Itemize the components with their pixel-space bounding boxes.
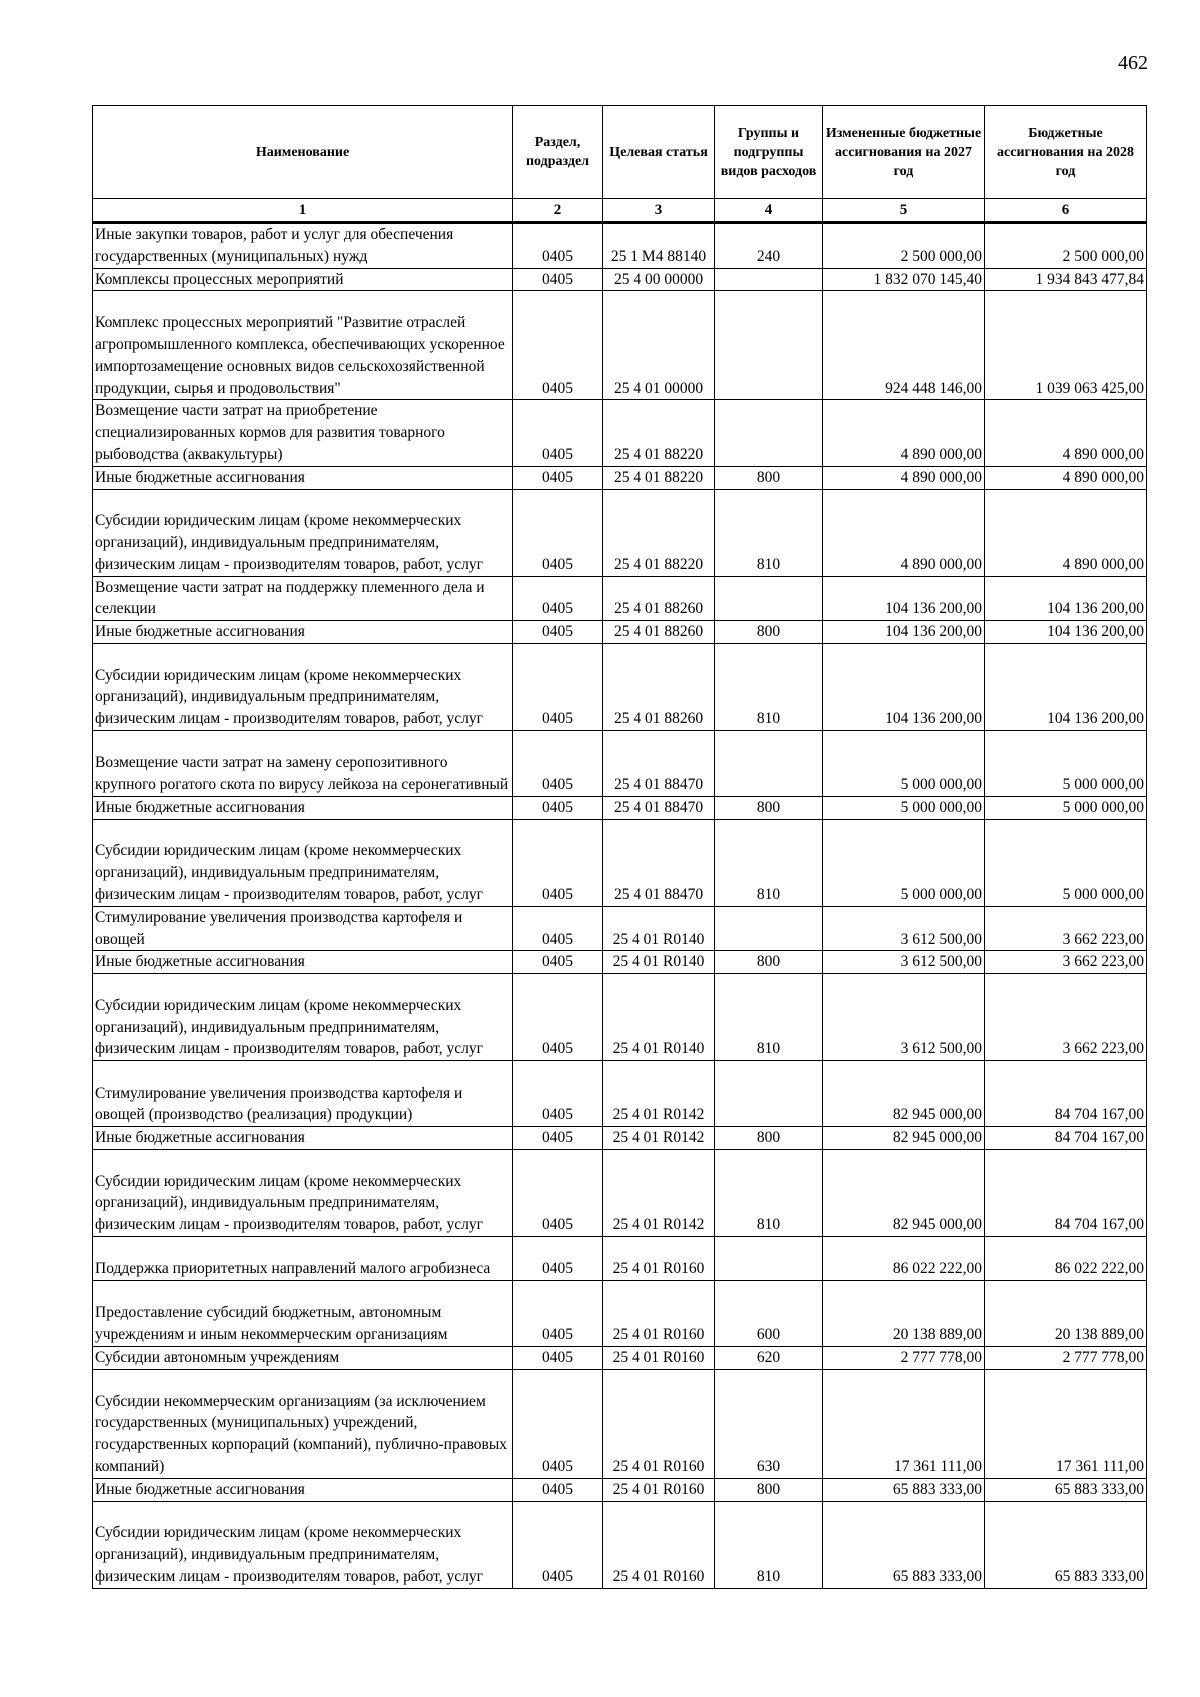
row-amount-2027-cell: 5 000 000,00 [823, 819, 985, 906]
row-section-cell: 0405 [513, 796, 603, 819]
row-amount-2027-cell: 82 945 000,00 [823, 1149, 985, 1236]
row-group-cell: 800 [715, 466, 823, 489]
row-target-cell: 25 4 01 88470 [603, 796, 715, 819]
row-group-cell [715, 1061, 823, 1127]
row-target-cell: 25 4 01 R0140 [603, 974, 715, 1061]
row-amount-2027-cell: 3 612 500,00 [823, 906, 985, 951]
row-name-cell: Иные бюджетные ассигнования [93, 1478, 513, 1501]
row-target-cell: 25 4 01 R0142 [603, 1149, 715, 1236]
column-header-target: Целевая статья [603, 106, 715, 199]
row-name-cell: Иные бюджетные ассигнования [93, 621, 513, 644]
row-name-cell: Субсидии юридическим лицам (кроме некоммерческих организаций), индивидуальным предпринимателям, физическим лицам - производителям товаров, работ, услуг [93, 1149, 513, 1236]
row-section-cell: 0405 [513, 621, 603, 644]
row-amount-2027-cell: 4 890 000,00 [823, 466, 985, 489]
row-amount-2028-cell: 4 890 000,00 [985, 400, 1147, 466]
row-name-cell: Иные бюджетные ассигнования [93, 951, 513, 974]
row-amount-2028-cell: 5 000 000,00 [985, 730, 1147, 796]
table-row [93, 1127, 1147, 1150]
row-amount-2027-cell: 65 883 333,00 [823, 1501, 985, 1588]
column-header-amount-2027: Измененные бюджетные ассигнования на 2027 год [823, 106, 985, 199]
row-amount-2027-cell: 82 945 000,00 [823, 1127, 985, 1150]
row-section-cell: 0405 [513, 268, 603, 291]
row-name-cell: Субсидии автономным учреждениям [93, 1346, 513, 1369]
budget-table [92, 105, 1147, 1589]
row-section-cell: 0405 [513, 1061, 603, 1127]
table-row [93, 268, 1147, 291]
row-amount-2028-cell: 65 883 333,00 [985, 1478, 1147, 1501]
row-name-cell: Субсидии некоммерческим организациям (за исключением государственных (муниципальных) учреждений, государственных корпораций (компаний), публично-правовых компаний) [93, 1369, 513, 1478]
row-section-cell: 0405 [513, 489, 603, 576]
row-group-cell: 810 [715, 819, 823, 906]
row-name-cell: Субсидии юридическим лицам (кроме некоммерческих организаций), индивидуальным предпринимателям, физическим лицам - производителям товаров, работ, услуг [93, 489, 513, 576]
row-name-cell: Иные закупки товаров, работ и услуг для обеспечения государственных (муниципальных) нужд [93, 223, 513, 269]
row-amount-2028-cell: 84 704 167,00 [985, 1127, 1147, 1150]
row-group-cell: 800 [715, 796, 823, 819]
row-amount-2027-cell: 104 136 200,00 [823, 621, 985, 644]
row-group-cell: 810 [715, 643, 823, 730]
table-row [93, 974, 1147, 1061]
column-header-amount-2028: Бюджетные ассигнования на 2028 год [985, 106, 1147, 199]
row-amount-2027-cell: 3 612 500,00 [823, 974, 985, 1061]
column-header-group: Группы и подгруппы видов расходов [715, 106, 823, 199]
row-amount-2027-cell: 2 777 778,00 [823, 1346, 985, 1369]
row-target-cell: 25 4 01 88470 [603, 730, 715, 796]
row-name-cell: Комплекс процессных мероприятий "Развитие отраслей агропромышленного комплекса, обеспечивающих ускоренное импортозамещение основных видов сельскохозяйственной продукции, сырья и продовольствия" [93, 291, 513, 400]
row-amount-2028-cell: 3 662 223,00 [985, 906, 1147, 951]
row-amount-2028-cell: 4 890 000,00 [985, 489, 1147, 576]
row-amount-2027-cell: 86 022 222,00 [823, 1236, 985, 1280]
table-row [93, 223, 1147, 269]
row-name-cell: Предоставление субсидий бюджетным, автономным учреждениям и иным некоммерческим организациям [93, 1280, 513, 1346]
row-group-cell: 800 [715, 1127, 823, 1150]
row-group-cell: 630 [715, 1369, 823, 1478]
page-number: 462 [1118, 52, 1148, 74]
row-section-cell: 0405 [513, 819, 603, 906]
row-section-cell: 0405 [513, 1280, 603, 1346]
row-target-cell: 25 4 01 88260 [603, 576, 715, 621]
row-amount-2028-cell: 20 138 889,00 [985, 1280, 1147, 1346]
row-amount-2028-cell: 65 883 333,00 [985, 1501, 1147, 1588]
table-row [93, 1501, 1147, 1588]
table-row [93, 489, 1147, 576]
row-target-cell: 25 4 01 R0160 [603, 1280, 715, 1346]
row-section-cell: 0405 [513, 643, 603, 730]
row-target-cell: 25 4 01 88220 [603, 489, 715, 576]
table-row [93, 951, 1147, 974]
row-name-cell: Стимулирование увеличения производства картофеля и овощей [93, 906, 513, 951]
row-amount-2027-cell: 2 500 000,00 [823, 223, 985, 269]
row-amount-2027-cell: 104 136 200,00 [823, 643, 985, 730]
row-target-cell: 25 1 М4 88140 [603, 223, 715, 269]
row-name-cell: Возмещение части затрат на замену серопозитивного крупного рогатого скота по вирусу лейкоза на серонегативный [93, 730, 513, 796]
row-target-cell: 25 4 01 88220 [603, 466, 715, 489]
table-row [93, 400, 1147, 466]
row-target-cell: 25 4 01 88470 [603, 819, 715, 906]
table-row [93, 730, 1147, 796]
row-target-cell: 25 4 01 R0140 [603, 951, 715, 974]
row-name-cell: Возмещение части затрат на приобретение специализированных кормов для развития товарного рыбоводства (аквакультуры) [93, 400, 513, 466]
row-amount-2027-cell: 65 883 333,00 [823, 1478, 985, 1501]
column-number: 1 [93, 199, 513, 223]
row-section-cell: 0405 [513, 1346, 603, 1369]
row-name-cell: Иные бюджетные ассигнования [93, 796, 513, 819]
row-amount-2027-cell: 104 136 200,00 [823, 576, 985, 621]
row-amount-2028-cell: 5 000 000,00 [985, 819, 1147, 906]
table-row [93, 1149, 1147, 1236]
row-amount-2027-cell: 5 000 000,00 [823, 730, 985, 796]
row-name-cell: Иные бюджетные ассигнования [93, 466, 513, 489]
row-section-cell: 0405 [513, 906, 603, 951]
row-amount-2028-cell: 104 136 200,00 [985, 576, 1147, 621]
row-name-cell: Субсидии юридическим лицам (кроме некоммерческих организаций), индивидуальным предпринимателям, физическим лицам - производителям товаров, работ, услуг [93, 1501, 513, 1588]
row-section-cell: 0405 [513, 974, 603, 1061]
table-row [93, 1346, 1147, 1369]
row-amount-2028-cell: 3 662 223,00 [985, 974, 1147, 1061]
row-target-cell: 25 4 01 R0160 [603, 1501, 715, 1588]
row-group-cell [715, 730, 823, 796]
header-row [93, 106, 1147, 199]
row-amount-2028-cell: 1 934 843 477,84 [985, 268, 1147, 291]
row-section-cell: 0405 [513, 1369, 603, 1478]
row-section-cell: 0405 [513, 223, 603, 269]
column-number-row [93, 199, 1147, 223]
row-amount-2027-cell: 1 832 070 145,40 [823, 268, 985, 291]
row-name-cell: Иные бюджетные ассигнования [93, 1127, 513, 1150]
column-header-name: Наименование [93, 106, 513, 199]
table-row [93, 1478, 1147, 1501]
row-amount-2028-cell: 86 022 222,00 [985, 1236, 1147, 1280]
table-row [93, 1280, 1147, 1346]
row-group-cell: 810 [715, 1501, 823, 1588]
row-amount-2027-cell: 924 448 146,00 [823, 291, 985, 400]
row-amount-2028-cell: 3 662 223,00 [985, 951, 1147, 974]
row-section-cell: 0405 [513, 576, 603, 621]
table-body [93, 223, 1147, 1589]
row-group-cell: 810 [715, 974, 823, 1061]
row-name-cell: Субсидии юридическим лицам (кроме некоммерческих организаций), индивидуальным предпринимателям, физическим лицам - производителям товаров, работ, услуг [93, 819, 513, 906]
row-group-cell: 800 [715, 951, 823, 974]
row-amount-2027-cell: 20 138 889,00 [823, 1280, 985, 1346]
column-number: 6 [985, 199, 1147, 223]
column-number: 3 [603, 199, 715, 223]
row-amount-2027-cell: 5 000 000,00 [823, 796, 985, 819]
row-name-cell: Стимулирование увеличения производства картофеля и овощей (производство (реализация) продукции) [93, 1061, 513, 1127]
row-group-cell [715, 291, 823, 400]
table-row [93, 1061, 1147, 1127]
table-row [93, 643, 1147, 730]
row-amount-2027-cell: 4 890 000,00 [823, 400, 985, 466]
row-amount-2027-cell: 4 890 000,00 [823, 489, 985, 576]
row-name-cell: Субсидии юридическим лицам (кроме некоммерческих организаций), индивидуальным предпринимателям, физическим лицам - производителям товаров, работ, услуг [93, 643, 513, 730]
row-name-cell: Поддержка приоритетных направлений малого агробизнеса [93, 1236, 513, 1280]
row-target-cell: 25 4 01 R0160 [603, 1369, 715, 1478]
column-number: 5 [823, 199, 985, 223]
table-row [93, 819, 1147, 906]
row-amount-2028-cell: 5 000 000,00 [985, 796, 1147, 819]
row-section-cell: 0405 [513, 466, 603, 489]
row-section-cell: 0405 [513, 1501, 603, 1588]
row-section-cell: 0405 [513, 1149, 603, 1236]
row-amount-2028-cell: 2 500 000,00 [985, 223, 1147, 269]
row-amount-2028-cell: 2 777 778,00 [985, 1346, 1147, 1369]
row-section-cell: 0405 [513, 730, 603, 796]
row-name-cell: Возмещение части затрат на поддержку племенного дела и селекции [93, 576, 513, 621]
row-group-cell: 240 [715, 223, 823, 269]
column-number: 2 [513, 199, 603, 223]
table-row [93, 1369, 1147, 1478]
table-row [93, 291, 1147, 400]
row-target-cell: 25 4 01 88260 [603, 643, 715, 730]
row-target-cell: 25 4 01 88220 [603, 400, 715, 466]
table-row [93, 466, 1147, 489]
row-target-cell: 25 4 01 R0142 [603, 1127, 715, 1150]
row-group-cell [715, 268, 823, 291]
row-amount-2028-cell: 84 704 167,00 [985, 1061, 1147, 1127]
row-group-cell: 800 [715, 1478, 823, 1501]
row-group-cell: 620 [715, 1346, 823, 1369]
row-target-cell: 25 4 01 R0160 [603, 1236, 715, 1280]
row-amount-2028-cell: 17 361 111,00 [985, 1369, 1147, 1478]
column-number: 4 [715, 199, 823, 223]
row-section-cell: 0405 [513, 400, 603, 466]
row-section-cell: 0405 [513, 291, 603, 400]
row-section-cell: 0405 [513, 951, 603, 974]
row-group-cell [715, 1236, 823, 1280]
row-amount-2027-cell: 3 612 500,00 [823, 951, 985, 974]
row-target-cell: 25 4 01 R0160 [603, 1478, 715, 1501]
row-target-cell: 25 4 00 00000 [603, 268, 715, 291]
table-row [93, 621, 1147, 644]
row-amount-2028-cell: 4 890 000,00 [985, 466, 1147, 489]
row-amount-2027-cell: 17 361 111,00 [823, 1369, 985, 1478]
row-amount-2028-cell: 104 136 200,00 [985, 643, 1147, 730]
row-group-cell [715, 906, 823, 951]
row-section-cell: 0405 [513, 1236, 603, 1280]
row-group-cell [715, 576, 823, 621]
row-target-cell: 25 4 01 88260 [603, 621, 715, 644]
column-header-section: Раздел, подраздел [513, 106, 603, 199]
row-target-cell: 25 4 01 00000 [603, 291, 715, 400]
row-amount-2028-cell: 84 704 167,00 [985, 1149, 1147, 1236]
row-name-cell: Субсидии юридическим лицам (кроме некоммерческих организаций), индивидуальным предпринимателям, физическим лицам - производителям товаров, работ, услуг [93, 974, 513, 1061]
table-row [93, 906, 1147, 951]
row-group-cell: 600 [715, 1280, 823, 1346]
row-section-cell: 0405 [513, 1478, 603, 1501]
row-group-cell: 810 [715, 1149, 823, 1236]
table-row [93, 1236, 1147, 1280]
row-amount-2028-cell: 104 136 200,00 [985, 621, 1147, 644]
row-group-cell [715, 400, 823, 466]
row-group-cell: 810 [715, 489, 823, 576]
row-amount-2028-cell: 1 039 063 425,00 [985, 291, 1147, 400]
table-row [93, 796, 1147, 819]
row-target-cell: 25 4 01 R0142 [603, 1061, 715, 1127]
row-section-cell: 0405 [513, 1127, 603, 1150]
row-amount-2027-cell: 82 945 000,00 [823, 1061, 985, 1127]
table-row [93, 576, 1147, 621]
row-name-cell: Комплексы процессных мероприятий [93, 268, 513, 291]
row-target-cell: 25 4 01 R0140 [603, 906, 715, 951]
row-target-cell: 25 4 01 R0160 [603, 1346, 715, 1369]
row-group-cell: 800 [715, 621, 823, 644]
